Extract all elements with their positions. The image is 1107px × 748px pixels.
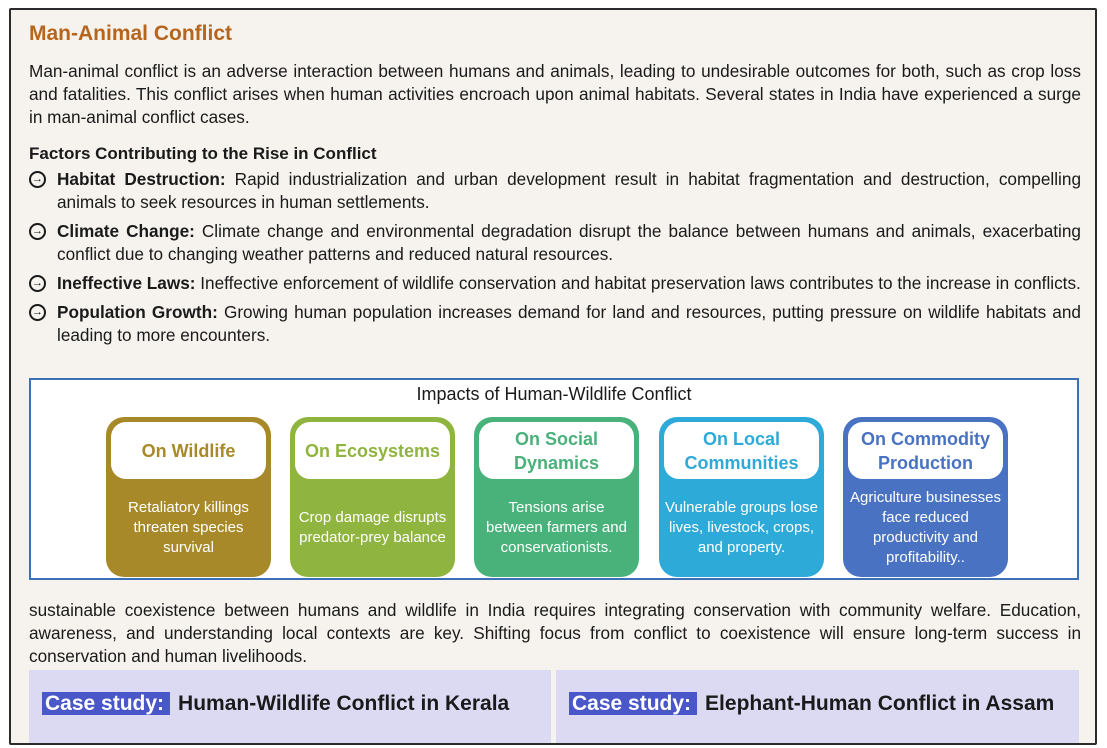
case-study-kerala bbox=[29, 670, 551, 745]
impacts-title: Impacts of Human-Wildlife Conflict bbox=[416, 384, 692, 404]
impact-card-title: On Social Dynamics bbox=[479, 422, 634, 479]
factor-item bbox=[29, 272, 1081, 295]
conclusion-paragraph: sustainable coexistence between humans and wildlife in India requires integrating conservation with community welfare. Education, awareness, and understanding local contexts are key. Shifting focus from conflict to coexistence will ensure long-term success in conservation and human livelihoods. bbox=[29, 600, 1081, 666]
impact-card-title: On Wildlife bbox=[111, 422, 266, 479]
factor-text: Ineffective enforcement of wildlife conservation and habitat preservation laws contributes to the increase in conflicts. bbox=[195, 273, 1081, 293]
factor-name: Climate Change: bbox=[57, 221, 195, 241]
factors-heading: Factors Contributing to the Rise in Conflict bbox=[29, 144, 377, 163]
factor-text: Rapid industrialization and urban development result in habitat fragmentation and destruction, compelling animals to seek resources in human settlements. bbox=[57, 169, 1081, 212]
impact-card-commodity-production bbox=[843, 417, 1008, 577]
case-study-title: Human-Wildlife Conflict in Kerala bbox=[178, 692, 510, 715]
impact-card-body: Crop damage disrupts predator-prey balance bbox=[298, 509, 447, 546]
arrow-circle-icon: → bbox=[29, 275, 46, 292]
page-title: Man-Animal Conflict bbox=[29, 22, 232, 45]
factors-list bbox=[29, 168, 1081, 353]
factor-text: Growing human population increases demand for land and resources, putting pressure on wildlife habitats and leading to more encounters. bbox=[57, 302, 1081, 345]
case-study-label: Case study: bbox=[569, 692, 697, 715]
factor-item bbox=[29, 220, 1081, 266]
document-page bbox=[9, 8, 1097, 745]
case-study-title: Elephant-Human Conflict in Assam bbox=[705, 692, 1055, 715]
case-study-label: Case study: bbox=[42, 692, 170, 715]
factor-name: Population Growth: bbox=[57, 302, 218, 322]
impact-card-ecosystems bbox=[290, 417, 455, 577]
impact-card-body: Retaliatory killings threaten species survival bbox=[128, 499, 249, 556]
factor-text: Climate change and environmental degradation disrupt the balance between humans and animals, exacerbating conflict due to changing weather patterns and reduced natural resources. bbox=[57, 221, 1081, 264]
arrow-circle-icon: → bbox=[29, 223, 46, 240]
impact-card-title: On Commodity Production bbox=[848, 422, 1003, 479]
impact-card-wildlife bbox=[106, 417, 271, 577]
intro-paragraph: Man-animal conflict is an adverse interaction between humans and animals, leading to undesirable outcomes for both, such as crop loss and fatalities. This conflict arises when human activities encroach upon animal habitats. Several states in India have experienced a surge in man-animal conflict cases. bbox=[29, 61, 1081, 127]
case-study-assam bbox=[556, 670, 1079, 745]
factor-name: Ineffective Laws: bbox=[57, 273, 196, 293]
impact-card-body: Tensions arise between farmers and conservationists. bbox=[486, 499, 627, 556]
impact-card-body: Agriculture businesses face reduced productivity and profitability.. bbox=[850, 489, 1001, 566]
factor-name: Habitat Destruction: bbox=[57, 169, 226, 189]
impact-card-title: On Local Communities bbox=[664, 422, 819, 479]
impact-card-social-dynamics bbox=[474, 417, 639, 577]
impact-card-local-communities bbox=[659, 417, 824, 577]
arrow-circle-icon: → bbox=[29, 304, 46, 321]
factor-item bbox=[29, 301, 1081, 347]
impacts-diagram bbox=[29, 378, 1079, 580]
impact-card-title: On Ecosystems bbox=[295, 422, 450, 479]
impact-card-body: Vulnerable groups lose lives, livestock, crops, and property. bbox=[665, 499, 818, 556]
factor-item bbox=[29, 168, 1081, 214]
arrow-circle-icon: → bbox=[29, 171, 46, 188]
